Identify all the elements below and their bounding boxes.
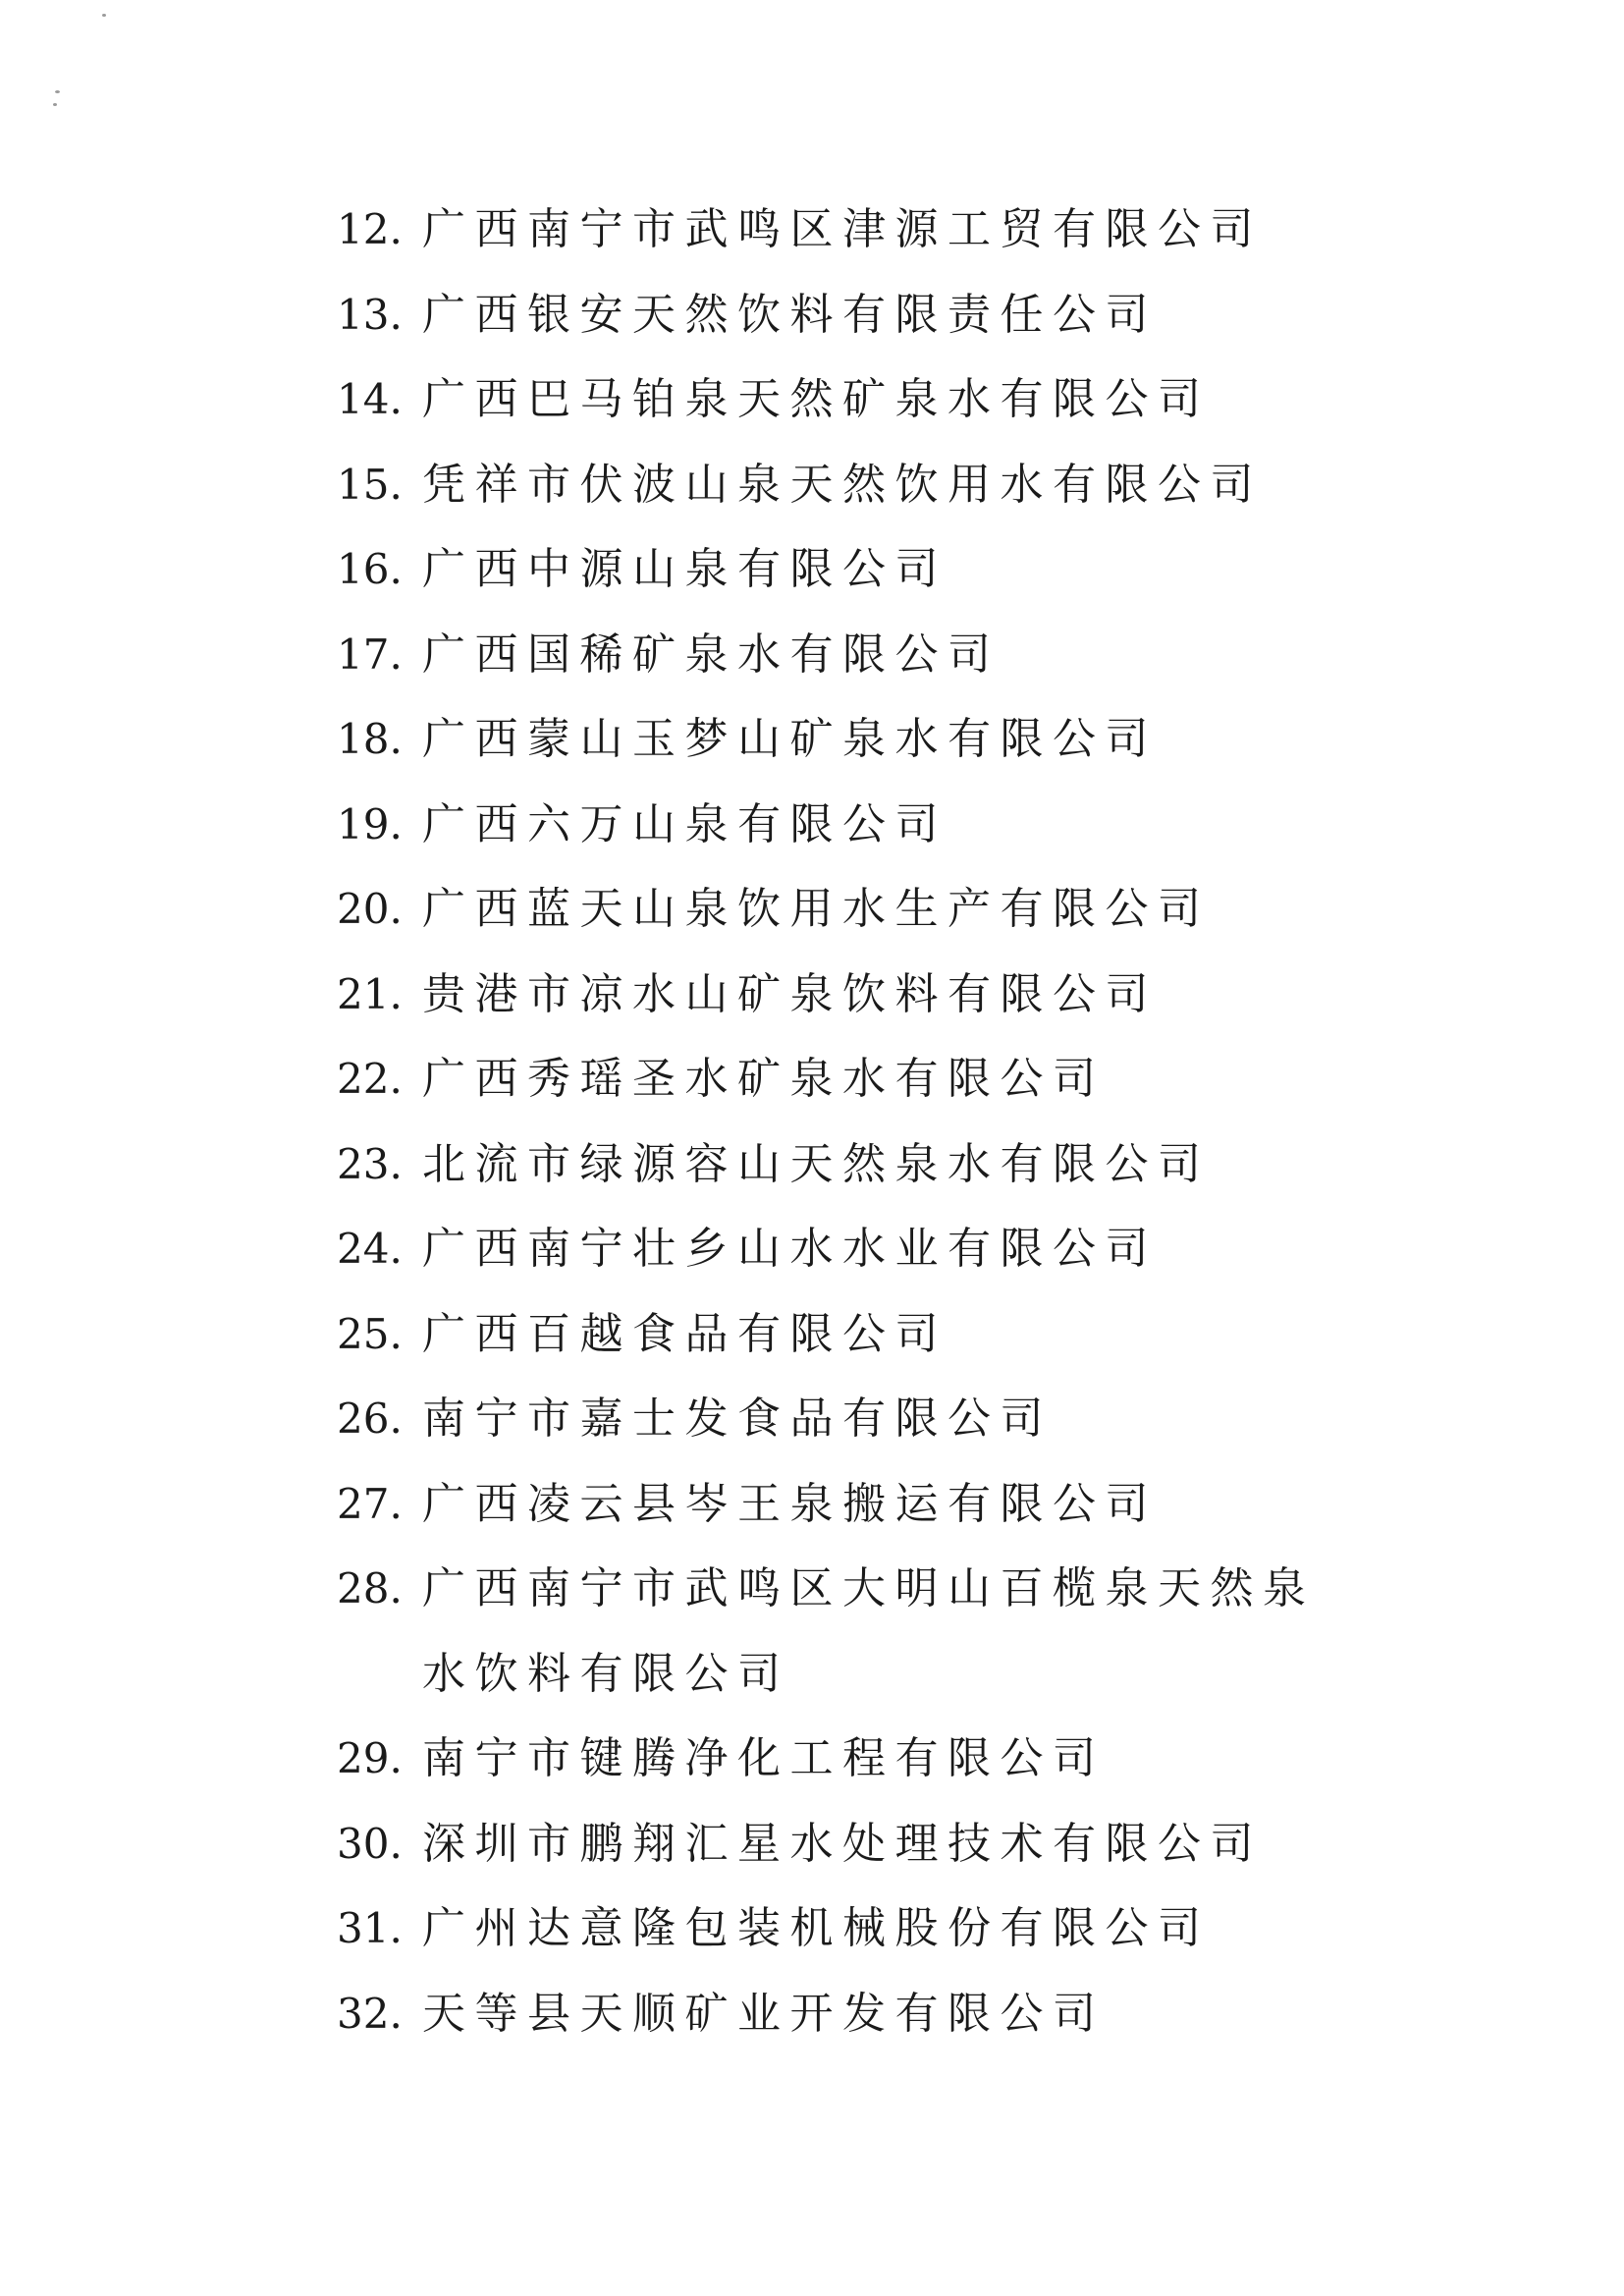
item-number: 24. [337,1225,403,1273]
list-item [337,1802,1358,1887]
list-item [337,867,1358,953]
scan-speck [55,90,60,93]
list-item [337,273,1358,358]
item-number: 22. [337,1055,403,1103]
item-name: 广西南宁壮乡山水水业有限公司 [422,1224,1158,1274]
item-number: 26. [337,1394,403,1443]
scan-speck [53,103,57,106]
item-number: 15. [337,460,403,509]
item-number: 25. [337,1309,403,1358]
item-number: 31. [337,1904,403,1952]
list-item [337,1462,1358,1548]
item-number: 32. [337,1989,403,2038]
item-name: 深圳市鹏翔汇星水处理技术有限公司 [422,1818,1263,1869]
list-item [337,1547,1358,1717]
item-number: 21. [337,969,403,1018]
item-number: 13. [337,290,403,339]
scan-speck [102,14,106,17]
item-number: 14. [337,375,403,423]
list-item [337,1037,1358,1122]
item-name: 北流市绿源容山天然泉水有限公司 [422,1138,1211,1189]
item-name: 广西南宁市武鸣区津源工贸有限公司 [422,204,1263,254]
list-item [337,697,1358,783]
list-item [337,613,1358,698]
item-name: 广西百越食品有限公司 [422,1308,947,1359]
item-name: 天等县天顺矿业开发有限公司 [422,1988,1106,2039]
list-item [337,527,1358,613]
item-number: 12. [337,205,403,253]
item-name: 广西中源山泉有限公司 [422,544,947,594]
list-item [337,1717,1358,1802]
item-name: 广西凌云县岑王泉搬运有限公司 [422,1478,1158,1529]
scan-specks [51,10,120,118]
item-number: 19. [337,799,403,848]
item-name: 凭祥市伏波山泉天然饮用水有限公司 [422,459,1263,510]
item-number: 23. [337,1139,403,1188]
item-number: 28. [337,1564,403,1613]
list-item [337,357,1358,443]
item-name: 广西秀瑶圣水矿泉水有限公司 [422,1054,1106,1104]
item-name: 南宁市键腾净化工程有限公司 [422,1733,1106,1783]
item-name: 广州达意隆包装机械股份有限公司 [422,1903,1211,1953]
item-name: 贵港市凉水山矿泉饮料有限公司 [422,968,1158,1019]
item-name: 广西蓝天山泉饮用水生产有限公司 [422,884,1211,934]
item-number: 17. [337,629,403,679]
item-name: 广西南宁市武鸣区大明山百榄泉天然泉水饮料有限公司 [422,1563,1316,1699]
list-item [337,1377,1358,1462]
item-number: 27. [337,1479,403,1528]
list-item [337,1122,1358,1208]
item-name: 广西国稀矿泉水有限公司 [422,629,1001,680]
item-name: 广西银安天然饮料有限责任公司 [422,289,1158,340]
item-name: 广西巴马铂泉天然矿泉水有限公司 [422,374,1211,424]
item-number: 20. [337,885,403,933]
company-list [337,188,1358,2056]
list-item [337,1292,1358,1378]
list-item [337,1972,1358,2057]
list-item [337,1886,1358,1972]
item-number: 30. [337,1819,403,1868]
list-item [337,188,1358,273]
list-item [337,783,1358,868]
item-number: 29. [337,1734,403,1782]
list-item [337,953,1358,1038]
item-name: 广西六万山泉有限公司 [422,798,947,849]
list-item [337,443,1358,528]
item-name: 广西蒙山玉梦山矿泉水有限公司 [422,714,1158,764]
list-item [337,1207,1358,1292]
item-name: 南宁市嘉士发食品有限公司 [422,1394,1053,1444]
item-number: 16. [337,545,403,593]
item-number: 18. [337,715,403,763]
